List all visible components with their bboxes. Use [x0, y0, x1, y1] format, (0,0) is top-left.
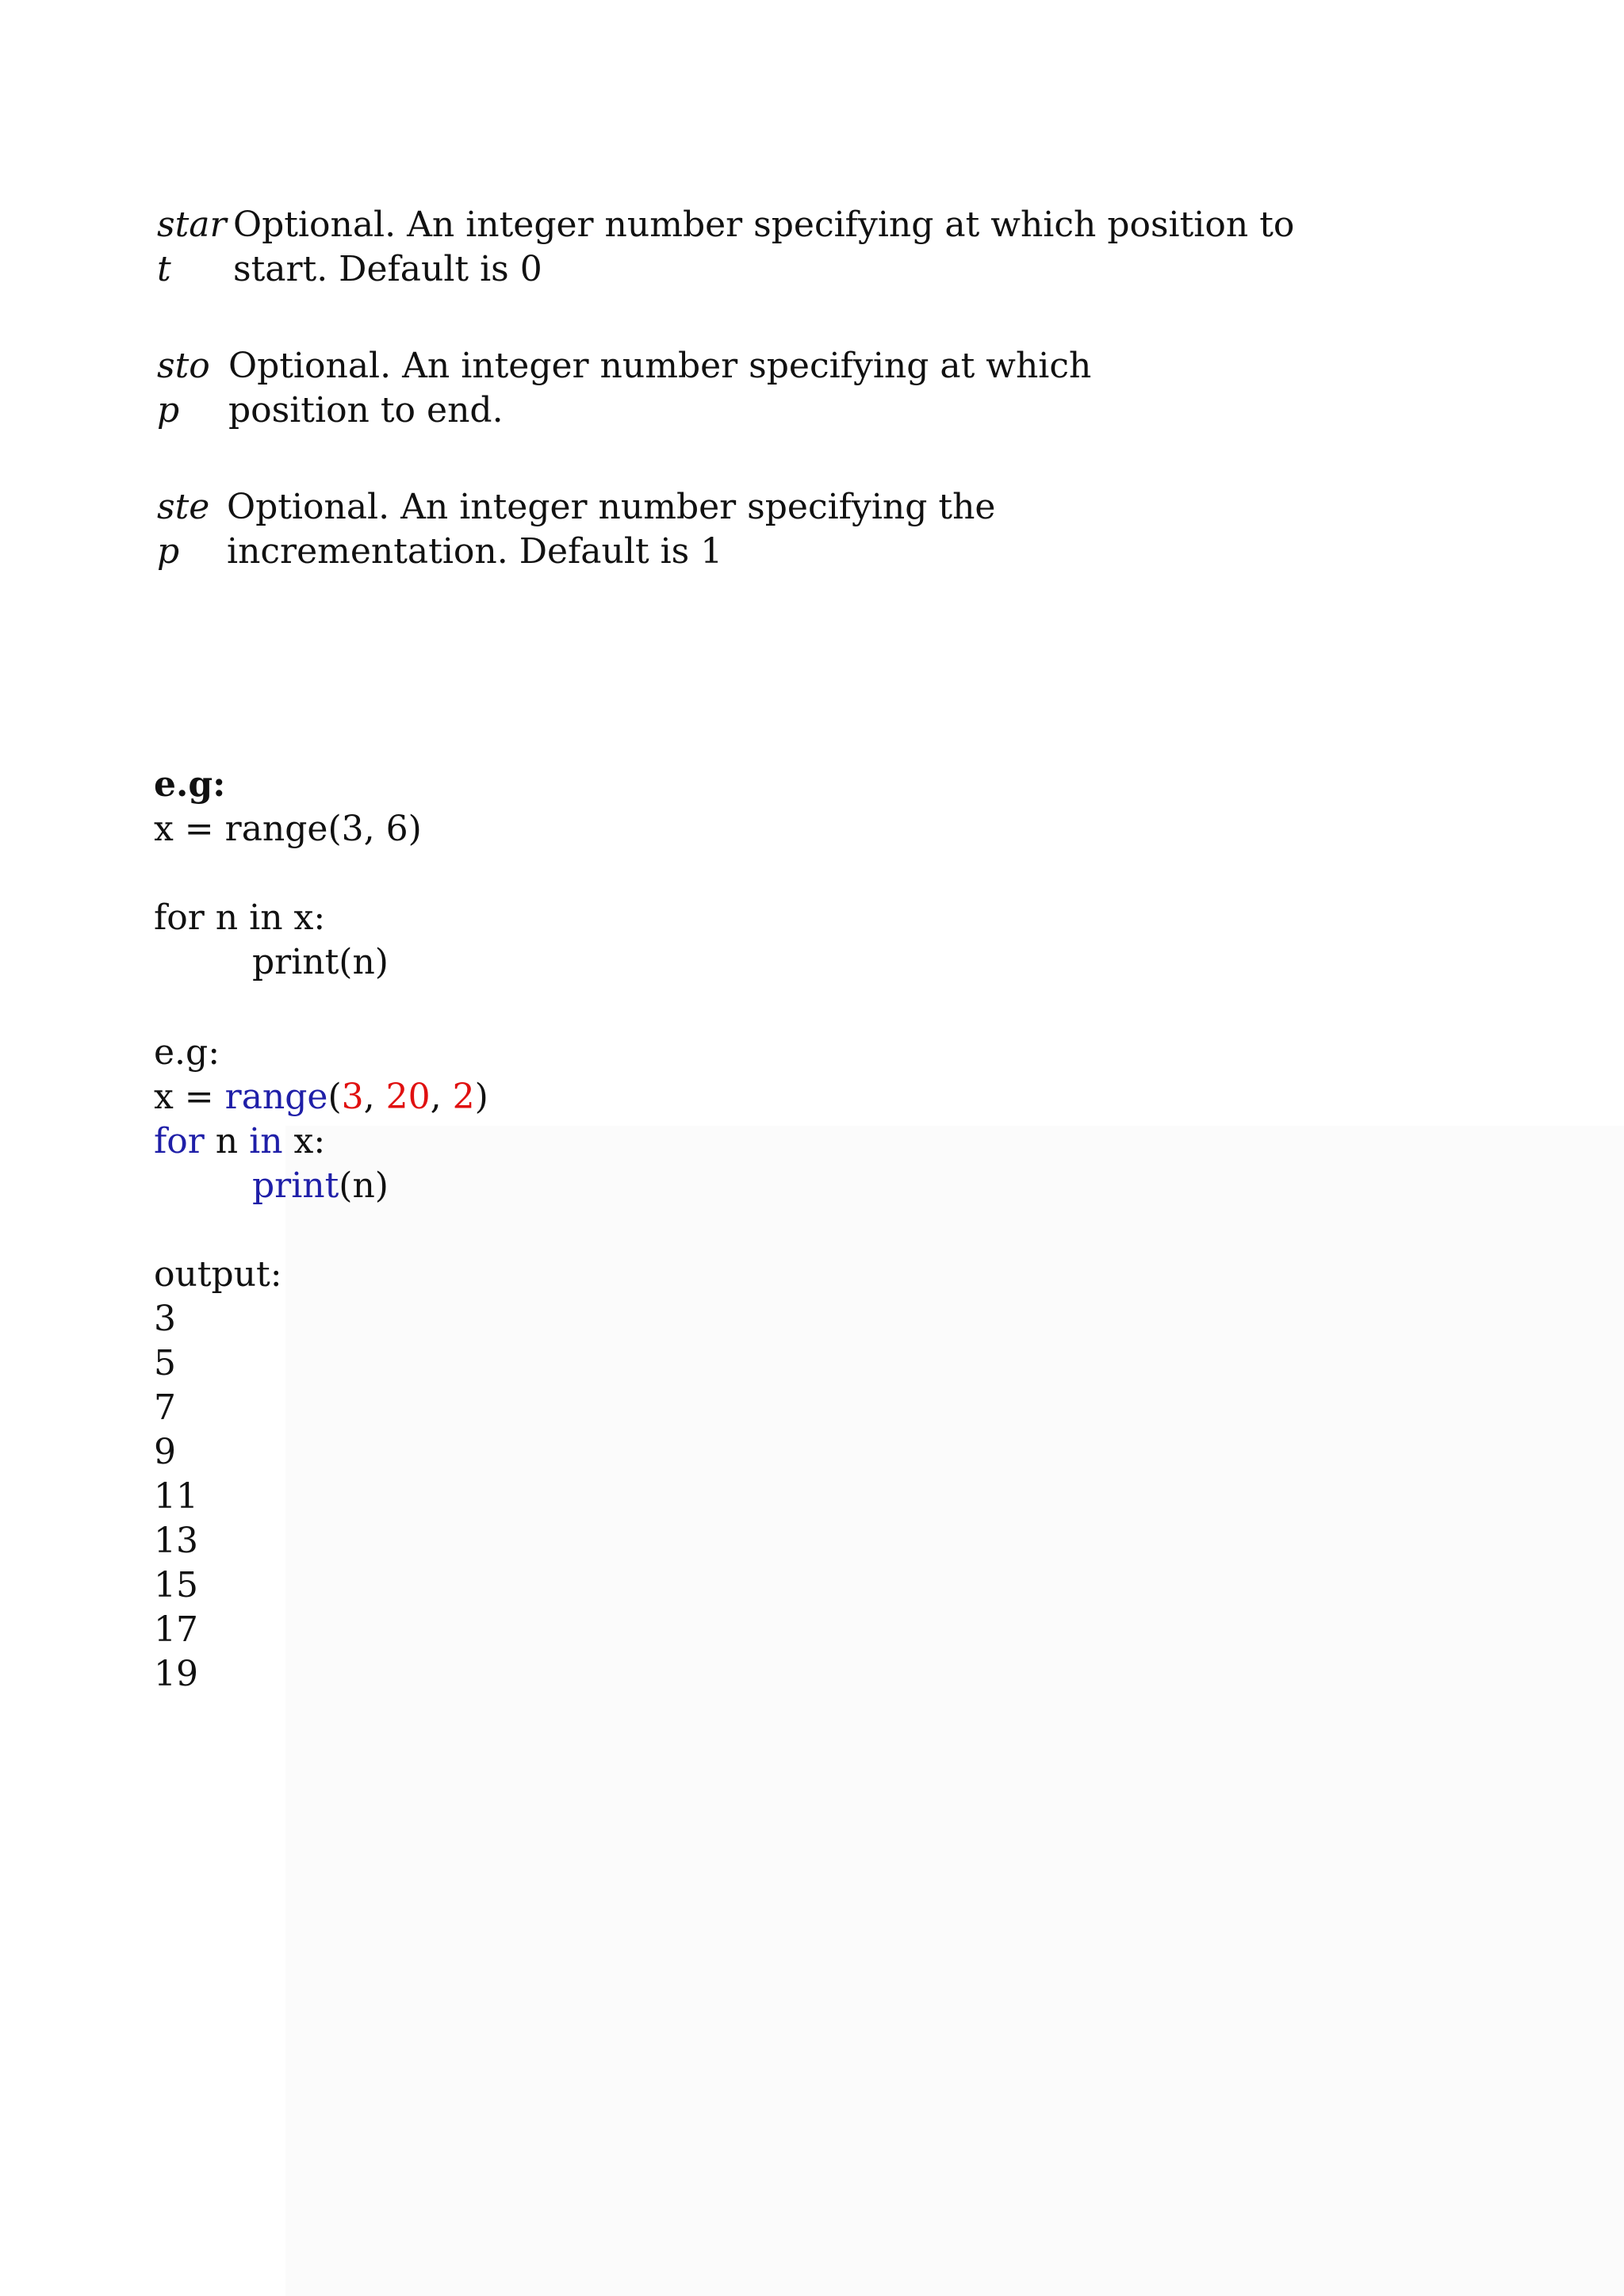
range-arg-step: 2 — [452, 1077, 475, 1117]
param-start-desc-1: Optional. An integer number specifying at which position to — [233, 205, 1295, 245]
for-keyword: for — [154, 1121, 205, 1161]
paren-open: ( — [327, 1077, 342, 1117]
example2-code-line2 — [154, 1119, 325, 1164]
output-value: 7 — [154, 1387, 176, 1428]
param-stop-desc-2: position to end. — [228, 390, 504, 430]
range-arg-stop: 20 — [385, 1077, 431, 1117]
comma-1: , — [363, 1077, 386, 1117]
example2-heading: e.g: — [154, 1032, 220, 1073]
param-stop-desc-1: Optional. An integer number specifying at which — [228, 346, 1092, 386]
output-value: 15 — [154, 1565, 198, 1605]
print-keyword: print — [252, 1165, 339, 1206]
example1-heading: e.g: — [154, 764, 226, 805]
output-value: 13 — [154, 1521, 198, 1561]
output-value: 9 — [154, 1432, 176, 1472]
x-assign: x = — [154, 1077, 225, 1117]
output-value: 11 — [154, 1476, 198, 1517]
example1-code-line2: for n in x: — [154, 897, 326, 938]
output-value: 3 — [154, 1299, 176, 1339]
param-start-desc-2: start. Default is 0 — [233, 249, 542, 289]
param-start-name-2: t — [157, 249, 171, 289]
loop-iterable: x: — [282, 1121, 326, 1161]
example2-code-line3 — [252, 1164, 389, 1208]
param-stop-name-1: sto — [157, 346, 210, 386]
example1-code-line3: print(n) — [252, 942, 389, 982]
print-args: (n) — [339, 1165, 389, 1206]
range-arg-start: 3 — [341, 1077, 364, 1117]
param-stop-name-2: p — [157, 390, 180, 430]
comma-2: , — [430, 1077, 453, 1117]
output-value: 17 — [154, 1609, 198, 1650]
param-start-name-1: star — [157, 205, 227, 245]
example1-code-line1: x = range(3, 6) — [154, 809, 422, 849]
in-keyword: in — [249, 1121, 283, 1161]
example2-code-line1 — [154, 1075, 488, 1119]
loop-var: n — [204, 1121, 250, 1161]
param-step-name-1: ste — [157, 487, 210, 527]
output-label: output: — [154, 1254, 282, 1295]
param-step-desc-1: Optional. An integer number specifying the — [227, 487, 996, 527]
output-value: 5 — [154, 1343, 176, 1383]
param-step-desc-2: incrementation. Default is 1 — [227, 531, 723, 572]
page-shading — [285, 1126, 1624, 2296]
param-step-name-2: p — [157, 531, 180, 572]
range-keyword: range — [224, 1077, 328, 1117]
output-value: 19 — [154, 1654, 198, 1694]
paren-close: ) — [474, 1077, 488, 1117]
